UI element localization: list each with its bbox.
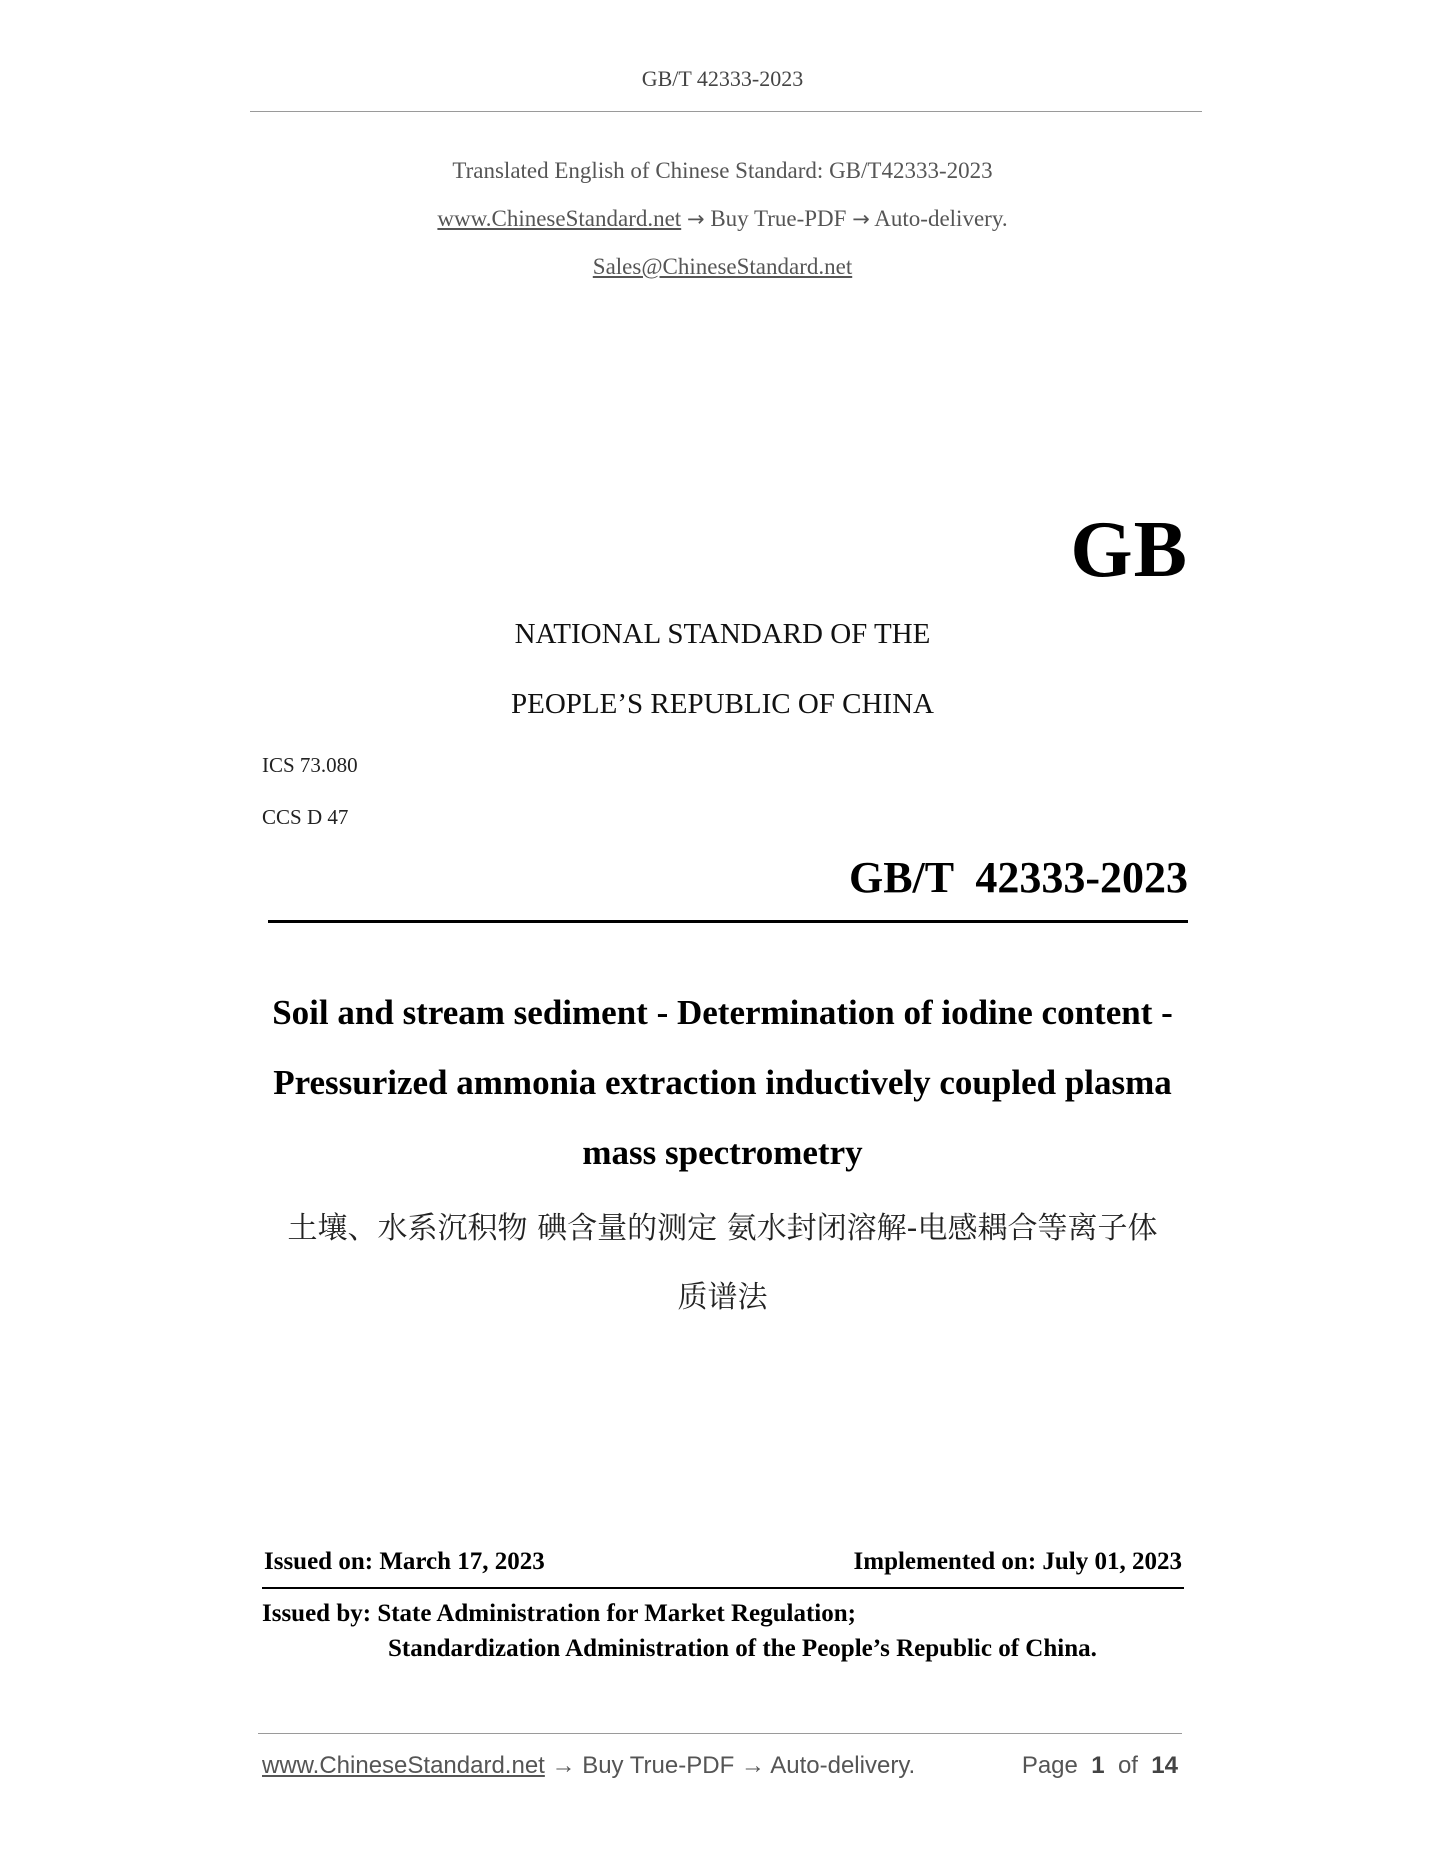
footer-purchase-line	[262, 1752, 915, 1780]
title-en-line-2: Pressurized ammonia extraction inductively coupled plasma	[273, 1063, 1172, 1102]
issued-on-date: Issued on: March 17, 2023	[264, 1548, 545, 1575]
email-link[interactable]: Sales@ChineseStandard.net	[592, 254, 853, 279]
site-link[interactable]: www.ChineseStandard.net	[437, 206, 682, 231]
buy-text: Buy True-PDF	[710, 206, 847, 231]
page-indicator	[1022, 1752, 1178, 1780]
running-header: GB/T 42333-2023	[641, 66, 804, 91]
dates-rule	[262, 1587, 1184, 1589]
standard-number: GB/T 42333-2023	[848, 853, 1188, 902]
gb-mark: GB	[1070, 506, 1188, 594]
delivery-text: Auto-delivery.	[874, 206, 1008, 231]
footer-site-link[interactable]: www.ChineseStandard.net	[262, 1752, 545, 1779]
issued-by-line-1: Issued by: State Administration for Market Regulation;	[262, 1600, 856, 1627]
standard-number-rule	[268, 920, 1188, 923]
arrow-right-icon: →	[686, 207, 705, 231]
title-zh-line-2: 质谱法	[677, 1280, 768, 1315]
ccs-code: CCS D 47	[262, 805, 349, 829]
arrow-right-icon: →	[852, 207, 870, 231]
arrow-right-icon: →	[740, 1752, 765, 1779]
issued-by-line-2: Standardization Administration of the People’s Republic of China.	[388, 1635, 1097, 1662]
implemented-on-date: Implemented on: July 01, 2023	[853, 1548, 1182, 1575]
footer-buy-text: Buy True-PDF	[582, 1752, 735, 1779]
national-standard-line-1: NATIONAL STANDARD OF THE	[514, 618, 931, 650]
title-en-line-1: Soil and stream sediment - Determination of iodine content -	[272, 993, 1173, 1032]
translation-notice: Translated English of Chinese Standard: GB/T42333-2023	[452, 158, 993, 183]
page-total: 14	[1151, 1752, 1178, 1779]
purchase-line	[0, 206, 1445, 232]
title-zh-line-1: 土壤、水系沉积物 碘含量的测定 氨水封闭溶解-电感耦合等离子体	[287, 1211, 1158, 1246]
footer-delivery-text: Auto-delivery.	[770, 1752, 916, 1779]
email-line	[0, 254, 1445, 280]
page-label: Page	[1021, 1752, 1078, 1779]
page-of-label: of	[1117, 1752, 1138, 1779]
page-current: 1	[1091, 1752, 1105, 1779]
header-divider	[250, 111, 1202, 112]
national-standard-line-2: PEOPLE’S REPUBLIC OF CHINA	[511, 688, 934, 720]
title-en-line-3: mass spectrometry	[582, 1133, 863, 1172]
footer-divider	[258, 1733, 1182, 1734]
ics-code: ICS 73.080	[262, 753, 358, 777]
arrow-right-icon: →	[551, 1752, 576, 1779]
